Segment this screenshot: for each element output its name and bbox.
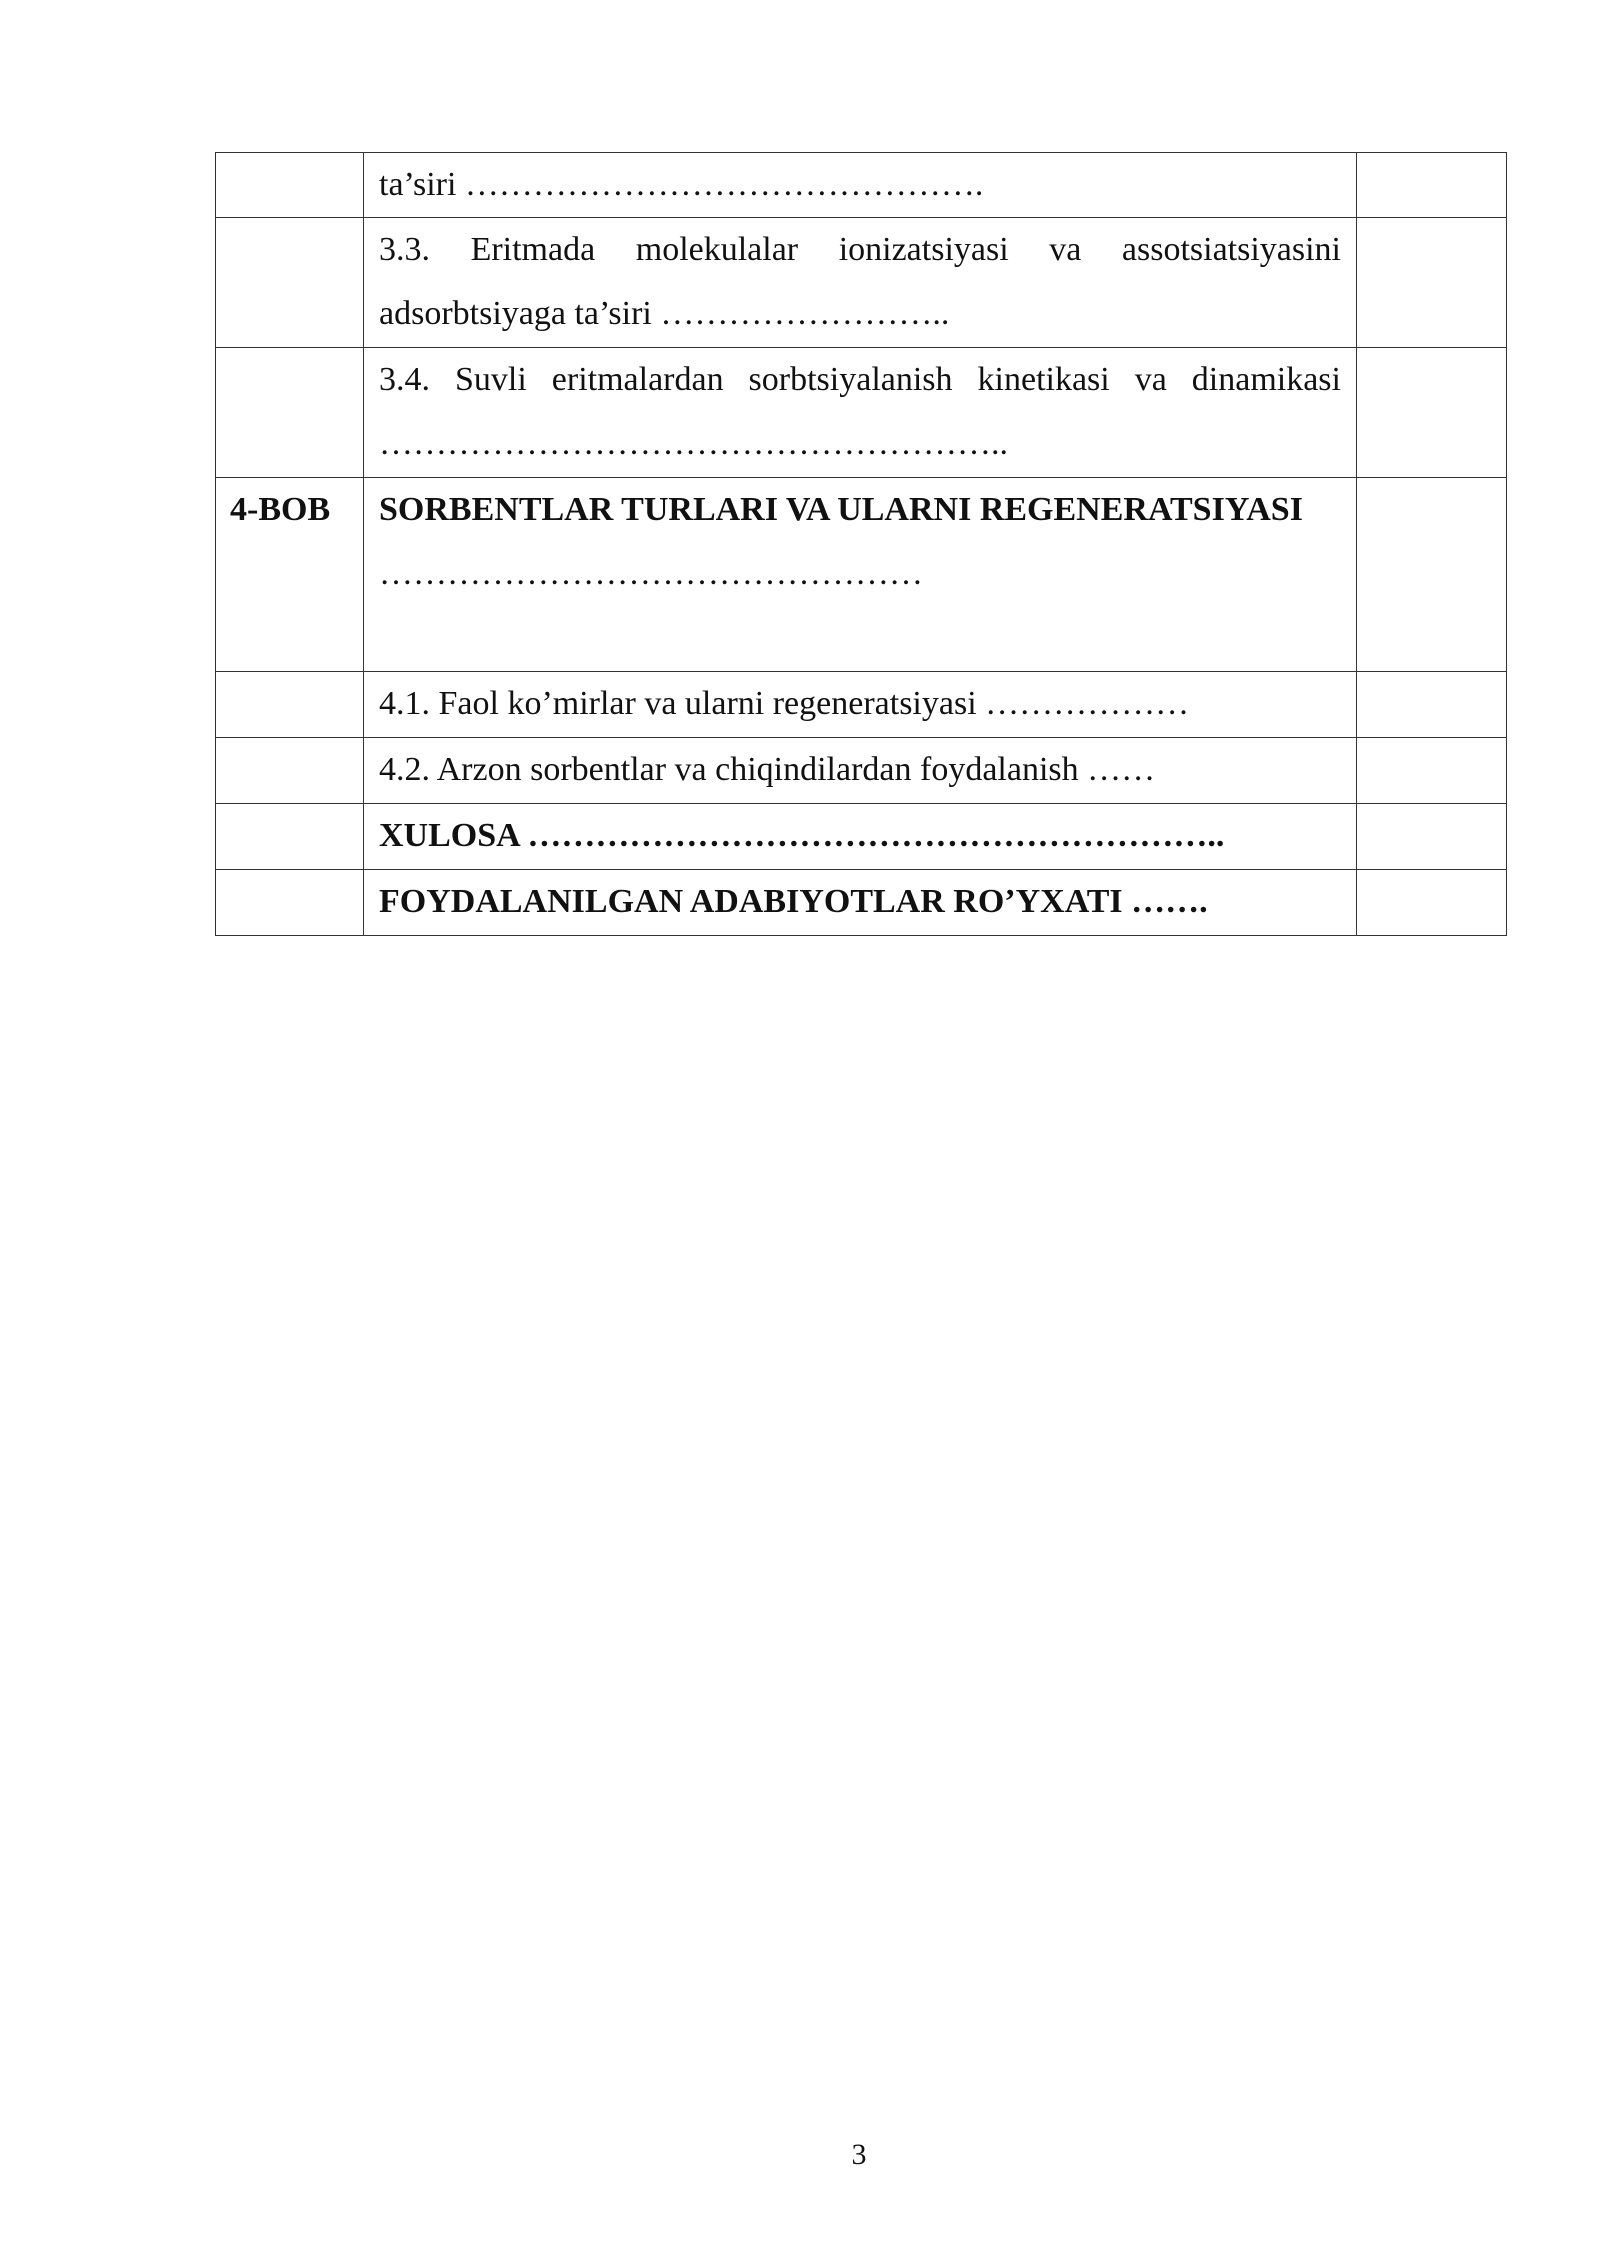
section-title: 4.2. Arzon sorbentlar va chiqindilardan foydalanish ……	[364, 738, 1357, 804]
chapter-title-cell	[364, 478, 1357, 672]
table-row	[216, 348, 1507, 478]
chapter-cell	[216, 153, 364, 218]
chapter-title: SORBENTLAR TURLARI VA ULARNI REGENERATSIYASI	[379, 491, 1303, 528]
page-cell	[1357, 870, 1507, 936]
table-row	[216, 672, 1507, 738]
page-cell	[1357, 153, 1507, 218]
page-cell	[1357, 672, 1507, 738]
chapter-title-dots: …………………………………………	[379, 555, 923, 592]
table-row	[216, 870, 1507, 936]
page-cell	[1357, 478, 1507, 672]
section-title: 4.1. Faol ko’mirlar va ularni regeneratsiyasi ………………	[364, 672, 1357, 738]
table-row	[216, 218, 1507, 348]
chapter-cell	[216, 672, 364, 738]
chapter-cell	[216, 804, 364, 870]
table-of-contents	[215, 152, 1507, 936]
table-row	[216, 153, 1507, 218]
chapter-cell	[216, 218, 364, 348]
table-row	[216, 738, 1507, 804]
conclusion-title: XULOSA ……………………………………………………..	[364, 804, 1357, 870]
chapter-label: 4-BOB	[216, 478, 364, 672]
page-cell	[1357, 218, 1507, 348]
page-cell	[1357, 804, 1507, 870]
chapter-cell	[216, 870, 364, 936]
page-cell	[1357, 738, 1507, 804]
references-title: FOYDALANILGAN ADABIYOTLAR RO’YXATI …….	[364, 870, 1357, 936]
chapter-cell	[216, 348, 364, 478]
chapter-cell	[216, 738, 364, 804]
section-title: ta’siri ……………………………………….	[364, 153, 1357, 218]
section-title: 3.3. Eritmada molekulalar ionizatsiyasi va assotsiatsiyasini adsorbtsiyaga ta’siri ……………………..	[364, 218, 1357, 348]
table-row	[216, 804, 1507, 870]
section-title: 3.4. Suvli eritmalardan sorbtsiyalanish kinetikasi va dinamikasi ………………………………………………..	[364, 348, 1357, 478]
table-row	[216, 478, 1507, 672]
page-number: 3	[851, 2138, 867, 2171]
page-cell	[1357, 348, 1507, 478]
